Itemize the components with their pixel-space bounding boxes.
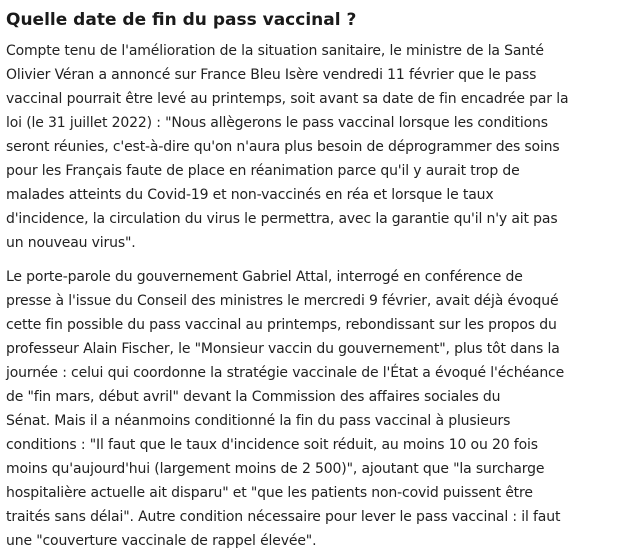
paragraph-line: presse à l'issue du Conseil des ministres le mercredi 9 février, avait déjà évoqué (6, 293, 559, 309)
paragraph-line: Compte tenu de l'amélioration de la situation sanitaire, le ministre de la Santé (6, 43, 544, 59)
paragraph-line: Sénat. Mais il a néanmoins conditionné la fin du pass vaccinal à plusieurs (6, 413, 511, 429)
paragraph-line: moins qu'aujourd'hui (largement moins de 2 500)", ajoutant que "la surcharge (6, 461, 545, 477)
paragraph-line: de "fin mars, début avril" devant la Commission des affaires sociales du (6, 389, 501, 405)
paragraph-line: seront réunies, c'est-à-dire qu'on n'aura plus besoin de déprogrammer des soins (6, 139, 560, 155)
paragraph-line: journée : celui qui coordonne la stratégie vaccinale de l'État a évoqué l'échéance (6, 365, 565, 381)
paragraph-line: Olivier Véran a annoncé sur France Bleu Isère vendredi 11 février que le pass (6, 67, 537, 83)
article-paragraph-2 (6, 265, 622, 553)
paragraph-line: professeur Alain Fischer, le "Monsieur vaccin du gouvernement", plus tôt dans la (6, 341, 560, 357)
paragraph-line: pour les Français faute de place en réanimation parce qu'il y aurait trop de (6, 163, 520, 179)
paragraph-line: malades atteints du Covid-19 et non-vaccinés en réa et lorsque le taux (6, 187, 494, 203)
article-paragraph-1 (6, 39, 622, 255)
paragraph-line: cette fin possible du pass vaccinal au printemps, rebondissant sur les propos du (6, 317, 557, 333)
paragraph-line: traités sans délai". Autre condition nécessaire pour lever le pass vaccinal : il faut (6, 509, 561, 525)
paragraph-line: Le porte-parole du gouvernement Gabriel Attal, interrogé en conférence de (6, 269, 523, 285)
paragraph-line: conditions : "Il faut que le taux d'incidence soit réduit, au moins 10 ou 20 fois (6, 437, 538, 453)
article-heading: Quelle date de fin du pass vaccinal ? (6, 10, 357, 30)
paragraph-line: un nouveau virus". (6, 235, 136, 251)
paragraph-line: vaccinal pourrait être levé au printemps, soit avant sa date de fin encadrée par la (6, 91, 569, 107)
paragraph-line: loi (le 31 juillet 2022) : "Nous allègerons le pass vaccinal lorsque les conditions (6, 115, 548, 131)
paragraph-line: hospitalière actuelle ait disparu" et "que les patients non-covid puissent être (6, 485, 533, 501)
paragraph-line: une "couverture vaccinale de rappel élevée". (6, 533, 317, 549)
paragraph-line: d'incidence, la circulation du virus le permettra, avec la garantie qu'il n'y ait pas (6, 211, 558, 227)
